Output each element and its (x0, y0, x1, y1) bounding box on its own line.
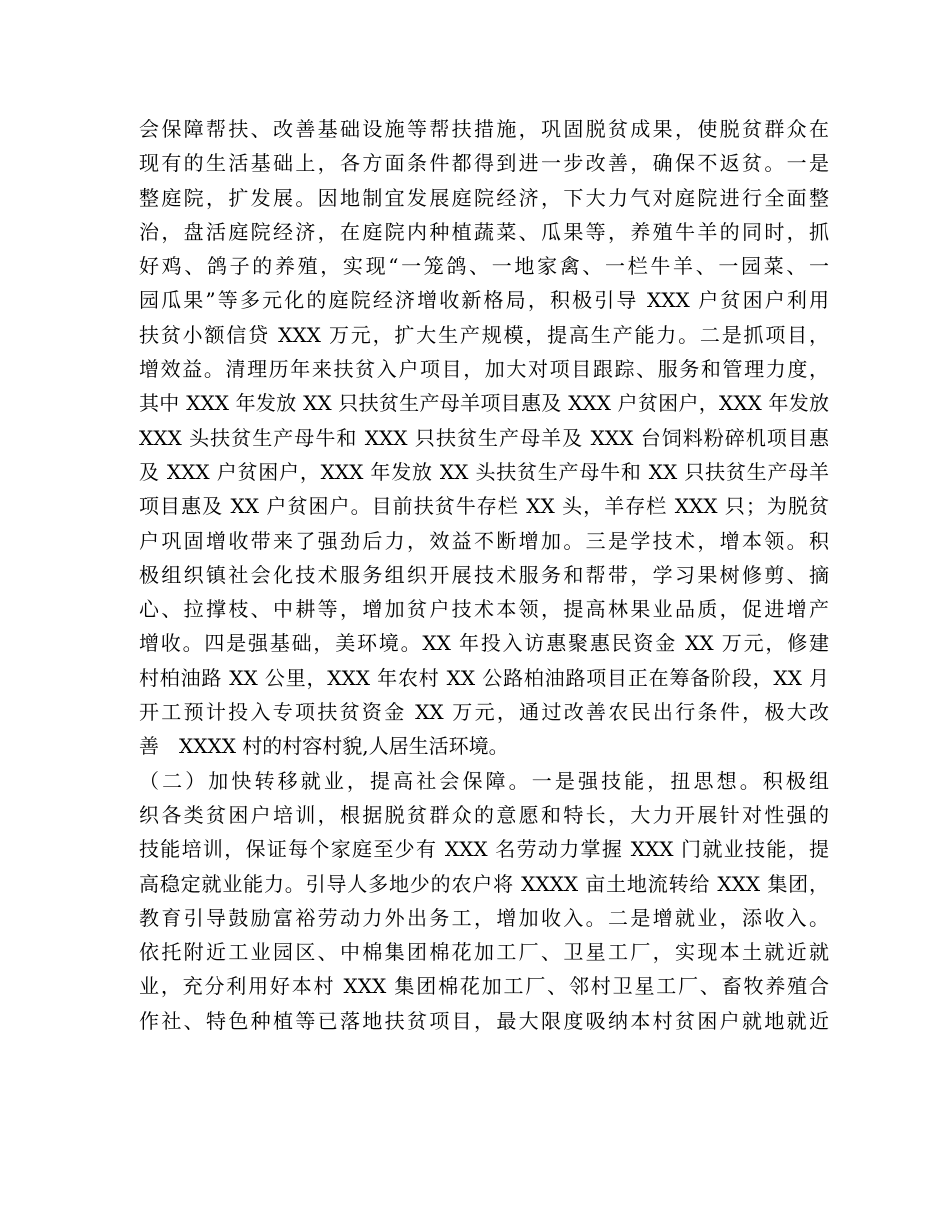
text-line: 扶贫小额信贷 XXX 万元，扩大生产规模，提高生产能力。二是抓项目， (139, 322, 829, 347)
section-heading-line: （二）加快转移就业，提高社会保障。一是强技能，扭思想。积极组 (139, 768, 829, 793)
text-line: 村柏油路 XX 公里，XXX 年农村 XX 公路柏油路项目正在筹备阶段，XX 月 (139, 665, 829, 690)
text-line: 增收。四是强基础，美环境。XX 年投入访惠聚惠民资金 XX 万元，修建 (139, 631, 829, 656)
text-line: 园瓜果”等多元化的庭院经济增收新格局，积极引导 XXX 户贫困户利用 (139, 288, 829, 313)
text-line: 高稳定就业能力。引导人多地少的农户将 XXXX 亩土地流转给 XXX 集团， (139, 871, 829, 896)
text-line: 开工预计投入专项扶贫资金 XX 万元，通过改善农民出行条件，极大改 (139, 700, 829, 725)
text-line: 增效益。清理历年来扶贫入户项目，加大对项目跟踪、服务和管理力度， (139, 357, 829, 382)
text-line: 现有的生活基础上，各方面条件都得到进一步改善，确保不返贫。一是 (139, 151, 829, 176)
text-line: 心、拉撑枝、中耕等，增加贫户技术本领，提高林果业品质，促进增产 (139, 597, 829, 622)
text-line: 治，盘活庭院经济，在庭院内种植蔬菜、瓜果等，养殖牛羊的同时，抓 (139, 219, 829, 244)
text-line: 好鸡、鸽子的养殖，实现“一笼鸽、一地家禽、一栏牛羊、一园菜、一 (139, 254, 829, 279)
text-line: 其中 XXX 年发放 XX 只扶贫生产母羊项目惠及 XXX 户贫困户，XXX 年发放 (139, 391, 829, 416)
text-line: 善 XXXX 村的村容村貌,人居生活环境。 (139, 734, 509, 759)
text-line: 作社、特色种植等已落地扶贫项目，最大限度吸纳本村贫困户就地就近 (139, 1008, 829, 1033)
text-line: 织各类贫困户培训，根据脱贫群众的意愿和特长，大力开展针对性强的 (139, 802, 829, 827)
text-line: 技能培训，保证每个家庭至少有 XXX 名劳动力掌握 XXX 门就业技能，提 (139, 837, 829, 862)
text-line: 会保障帮扶、改善基础设施等帮扶措施，巩固脱贫成果，使脱贫群众在 (139, 117, 829, 141)
text-line: 户巩固增收带来了强劲后力，效益不断增加。三是学技术，增本领。积 (139, 528, 829, 553)
text-line: 业，充分利用好本村 XXX 集团棉花加工厂、邻村卫星工厂、畜牧养殖合 (139, 974, 829, 999)
text-line: 整庭院，扩发展。因地制宜发展庭院经济，下大力气对庭院进行全面整 (139, 185, 829, 210)
text-line: 教育引导鼓励富裕劳动力外出务工，增加收入。二是增就业，添收入。 (139, 905, 829, 930)
text-line: 项目惠及 XX 户贫困户。目前扶贫牛存栏 XX 头，羊存栏 XXX 只；为脱贫 (139, 494, 829, 519)
text-line: 依托附近工业园区、中棉集团棉花加工厂、卫星工厂，实现本土就近就 (139, 940, 829, 965)
body-text (139, 112, 829, 1038)
text-line: XXX 头扶贫生产母牛和 XXX 只扶贫生产母羊及 XXX 台饲料粉碎机项目惠 (139, 425, 829, 450)
text-line: 及 XXX 户贫困户，XXX 年发放 XX 头扶贫生产母牛和 XX 只扶贫生产母羊 (139, 459, 829, 484)
text-line: 极组织镇社会化技术服务组织开展技术服务和帮带，学习果树修剪、摘 (139, 562, 829, 587)
